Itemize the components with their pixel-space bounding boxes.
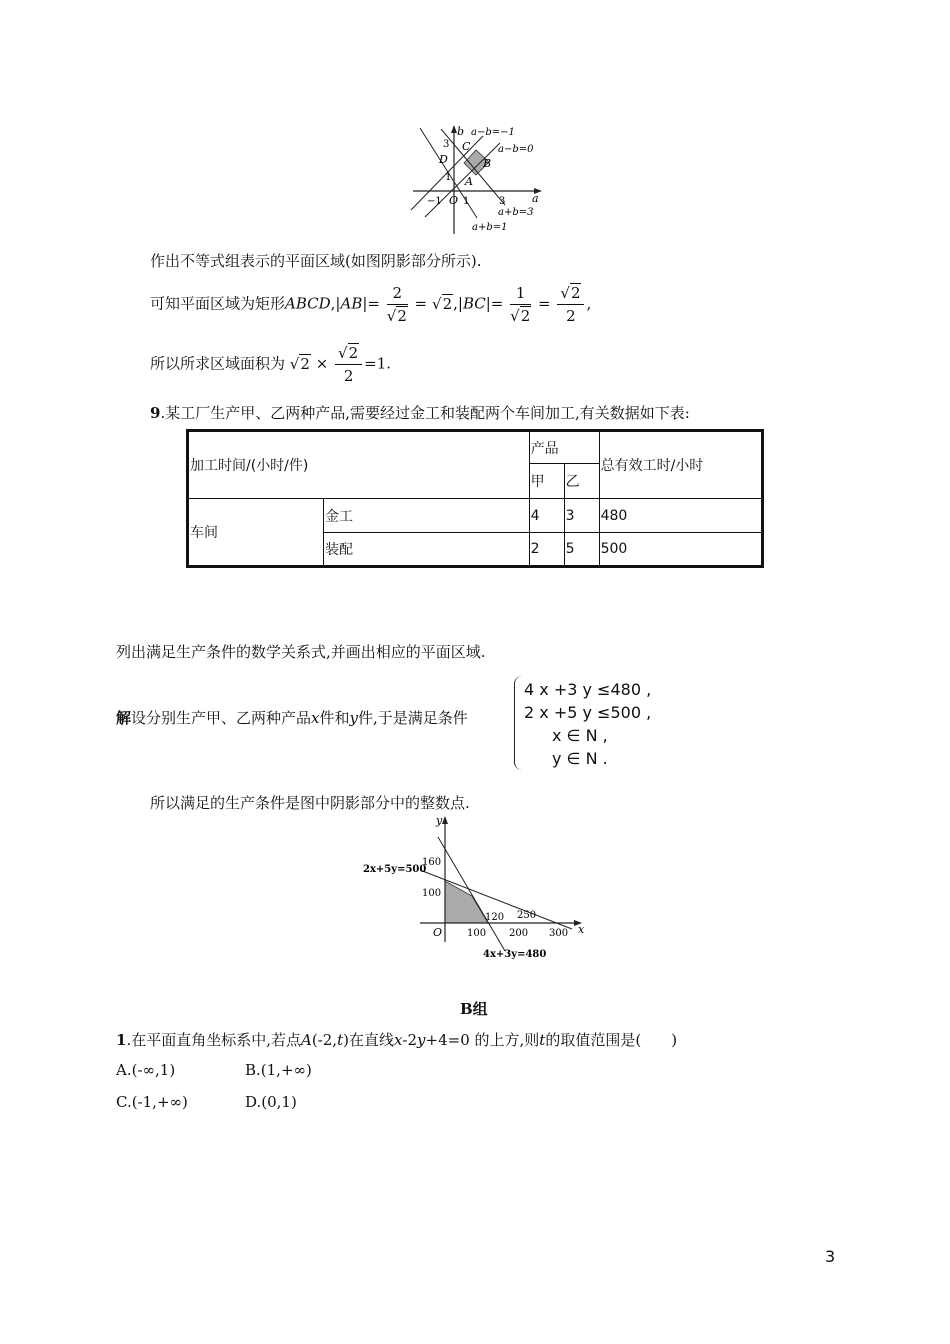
rect-lead: 可知平面区域为矩形 [150,294,286,313]
question-1: 1.在平面直角坐标系中,若点A(-2,t)在直线x-2y+4=0 的上方,则t的取值范围是( ) [116,1031,678,1049]
fraction-area: $\frac{√2}{2}$ [335,342,362,387]
ab-open: ,| [330,294,341,313]
tick-label-x100: 100 [467,928,487,939]
point-C: C [462,140,471,153]
header-jia: 甲 [529,464,564,499]
system-brace [514,676,523,770]
workshop-name: 装配 [324,533,530,567]
option-B: B.(1,+∞) [245,1061,312,1079]
solution-line-rectangle [150,282,591,327]
cell-yi: 3 [564,499,599,533]
table-row [188,499,763,533]
figure-production-region [360,812,595,962]
fraction-bc-simplified: $\frac{√2}{2}$ [557,282,584,327]
point-D: D [439,153,448,166]
cell-total: 500 [599,533,762,567]
sqrt-area: √2 [289,354,310,373]
area-tail: =1. [364,354,392,373]
section-heading-group-b: B组 [460,1000,488,1018]
tick-label-120: 120 [485,912,505,923]
rect-name: ABCD [285,294,331,313]
question-1-number: 1 [116,1031,127,1049]
shaded-region [445,881,488,923]
option-A: A.(-∞,1) [116,1061,176,1079]
line-label-a-plus-b-1: a+b=1 [472,222,508,233]
line-label-a-plus-b-3: a+b=3 [498,207,534,218]
x-axis-label: x [578,923,585,936]
times-sign: × [315,354,329,373]
line-label-2x-5y-500: 2x+5y=500 [363,864,427,875]
bc-close: |= [485,294,504,313]
bc-open: ,| [453,294,463,313]
fraction-bc: $\frac{1}{√2}$ [510,284,531,325]
solution-label: 解 [116,709,132,727]
question-9-task: 列出满足生产条件的数学关系式,并画出相应的平面区域. [116,643,486,661]
solution-line-area [150,342,391,387]
b-axis-label: b [457,125,465,138]
line-label-4x-3y-480: 4x+3y=480 [483,949,547,960]
sqrt-ab: √2 [432,294,453,313]
point-A: A [465,175,473,188]
ab-name: AB [340,294,363,313]
tick-label-x-neg1: −1 [427,196,442,207]
var-y: y [349,709,358,727]
question-9-number: 9 [150,404,161,422]
bc-name: BC [462,294,486,313]
origin-O: O [449,194,459,207]
y-axis-arrow [442,816,448,824]
answer-blank: ) [671,1031,678,1049]
solution-line-region: 作出不等式组表示的平面区域(如图阴影部分所示). [150,252,482,270]
area-lead: 所以所求区域面积为 [150,354,286,373]
question-9 [150,402,690,423]
header-total-hours: 总有效工时/小时 [599,431,762,499]
inequality-4: y ∈ N . [552,749,608,768]
equals-2: = [538,294,551,313]
option-D: D.(0,1) [245,1093,297,1111]
origin-O: O [433,926,443,939]
line-label-a-minus-b-0: a−b=0 [498,144,534,155]
y-axis-label: y [436,814,443,827]
header-product: 产品 [529,431,599,464]
inequality-2: 2 x +5 y ≤500 , [524,703,652,722]
solution-conclusion: 所以满足的生产条件是图中阴影部分中的整数点. [150,794,470,812]
tick-label-x3: 3 [499,196,506,207]
tick-label-y160: 160 [422,857,442,868]
cell-total: 480 [599,499,762,533]
inequality-3: x ∈ N , [552,726,608,745]
a-axis-label: a [532,192,539,205]
solution-setup: 解设分别生产甲、乙两种产品x件和y件,于是满足条件 [116,709,468,727]
cell-jia: 4 [529,499,564,533]
header-processing-time: 加工时间/(小时/件) [188,431,530,499]
tick-label-x300: 300 [549,928,569,939]
cell-yi: 5 [564,533,599,567]
point-B: B [483,157,492,170]
tick-label-x1: 1 [463,196,470,207]
workshop-name: 金工 [324,499,530,533]
tick-label-x200: 200 [509,928,529,939]
equals-1: = [414,294,428,313]
tick-label-y1: 1 [445,172,452,183]
processing-time-table [186,429,764,568]
cell-jia: 2 [529,533,564,567]
tick-label-y3: 3 [443,139,450,150]
fraction-ab: $\frac{2}{√2}$ [386,284,407,325]
tick-label-250: 250 [517,910,537,921]
ab-close: |= [362,294,380,313]
header-yi: 乙 [564,464,599,499]
row-group-workshop: 车间 [188,499,324,567]
rect-tail: , [586,294,592,313]
tick-label-y100: 100 [422,888,442,899]
option-C: C.(-1,+∞) [116,1093,188,1111]
var-x: x [311,709,320,727]
page-number: 3 [825,1247,836,1266]
figure-region-ab [405,122,555,237]
inequality-1: 4 x +3 y ≤480 , [524,680,652,699]
line-label-a-minus-b-neg1: a−b=−1 [471,127,515,138]
question-9-text: .某工厂生产甲、乙两种产品,需要经过金工和装配两个车间加工,有关数据如下表: [160,404,690,422]
